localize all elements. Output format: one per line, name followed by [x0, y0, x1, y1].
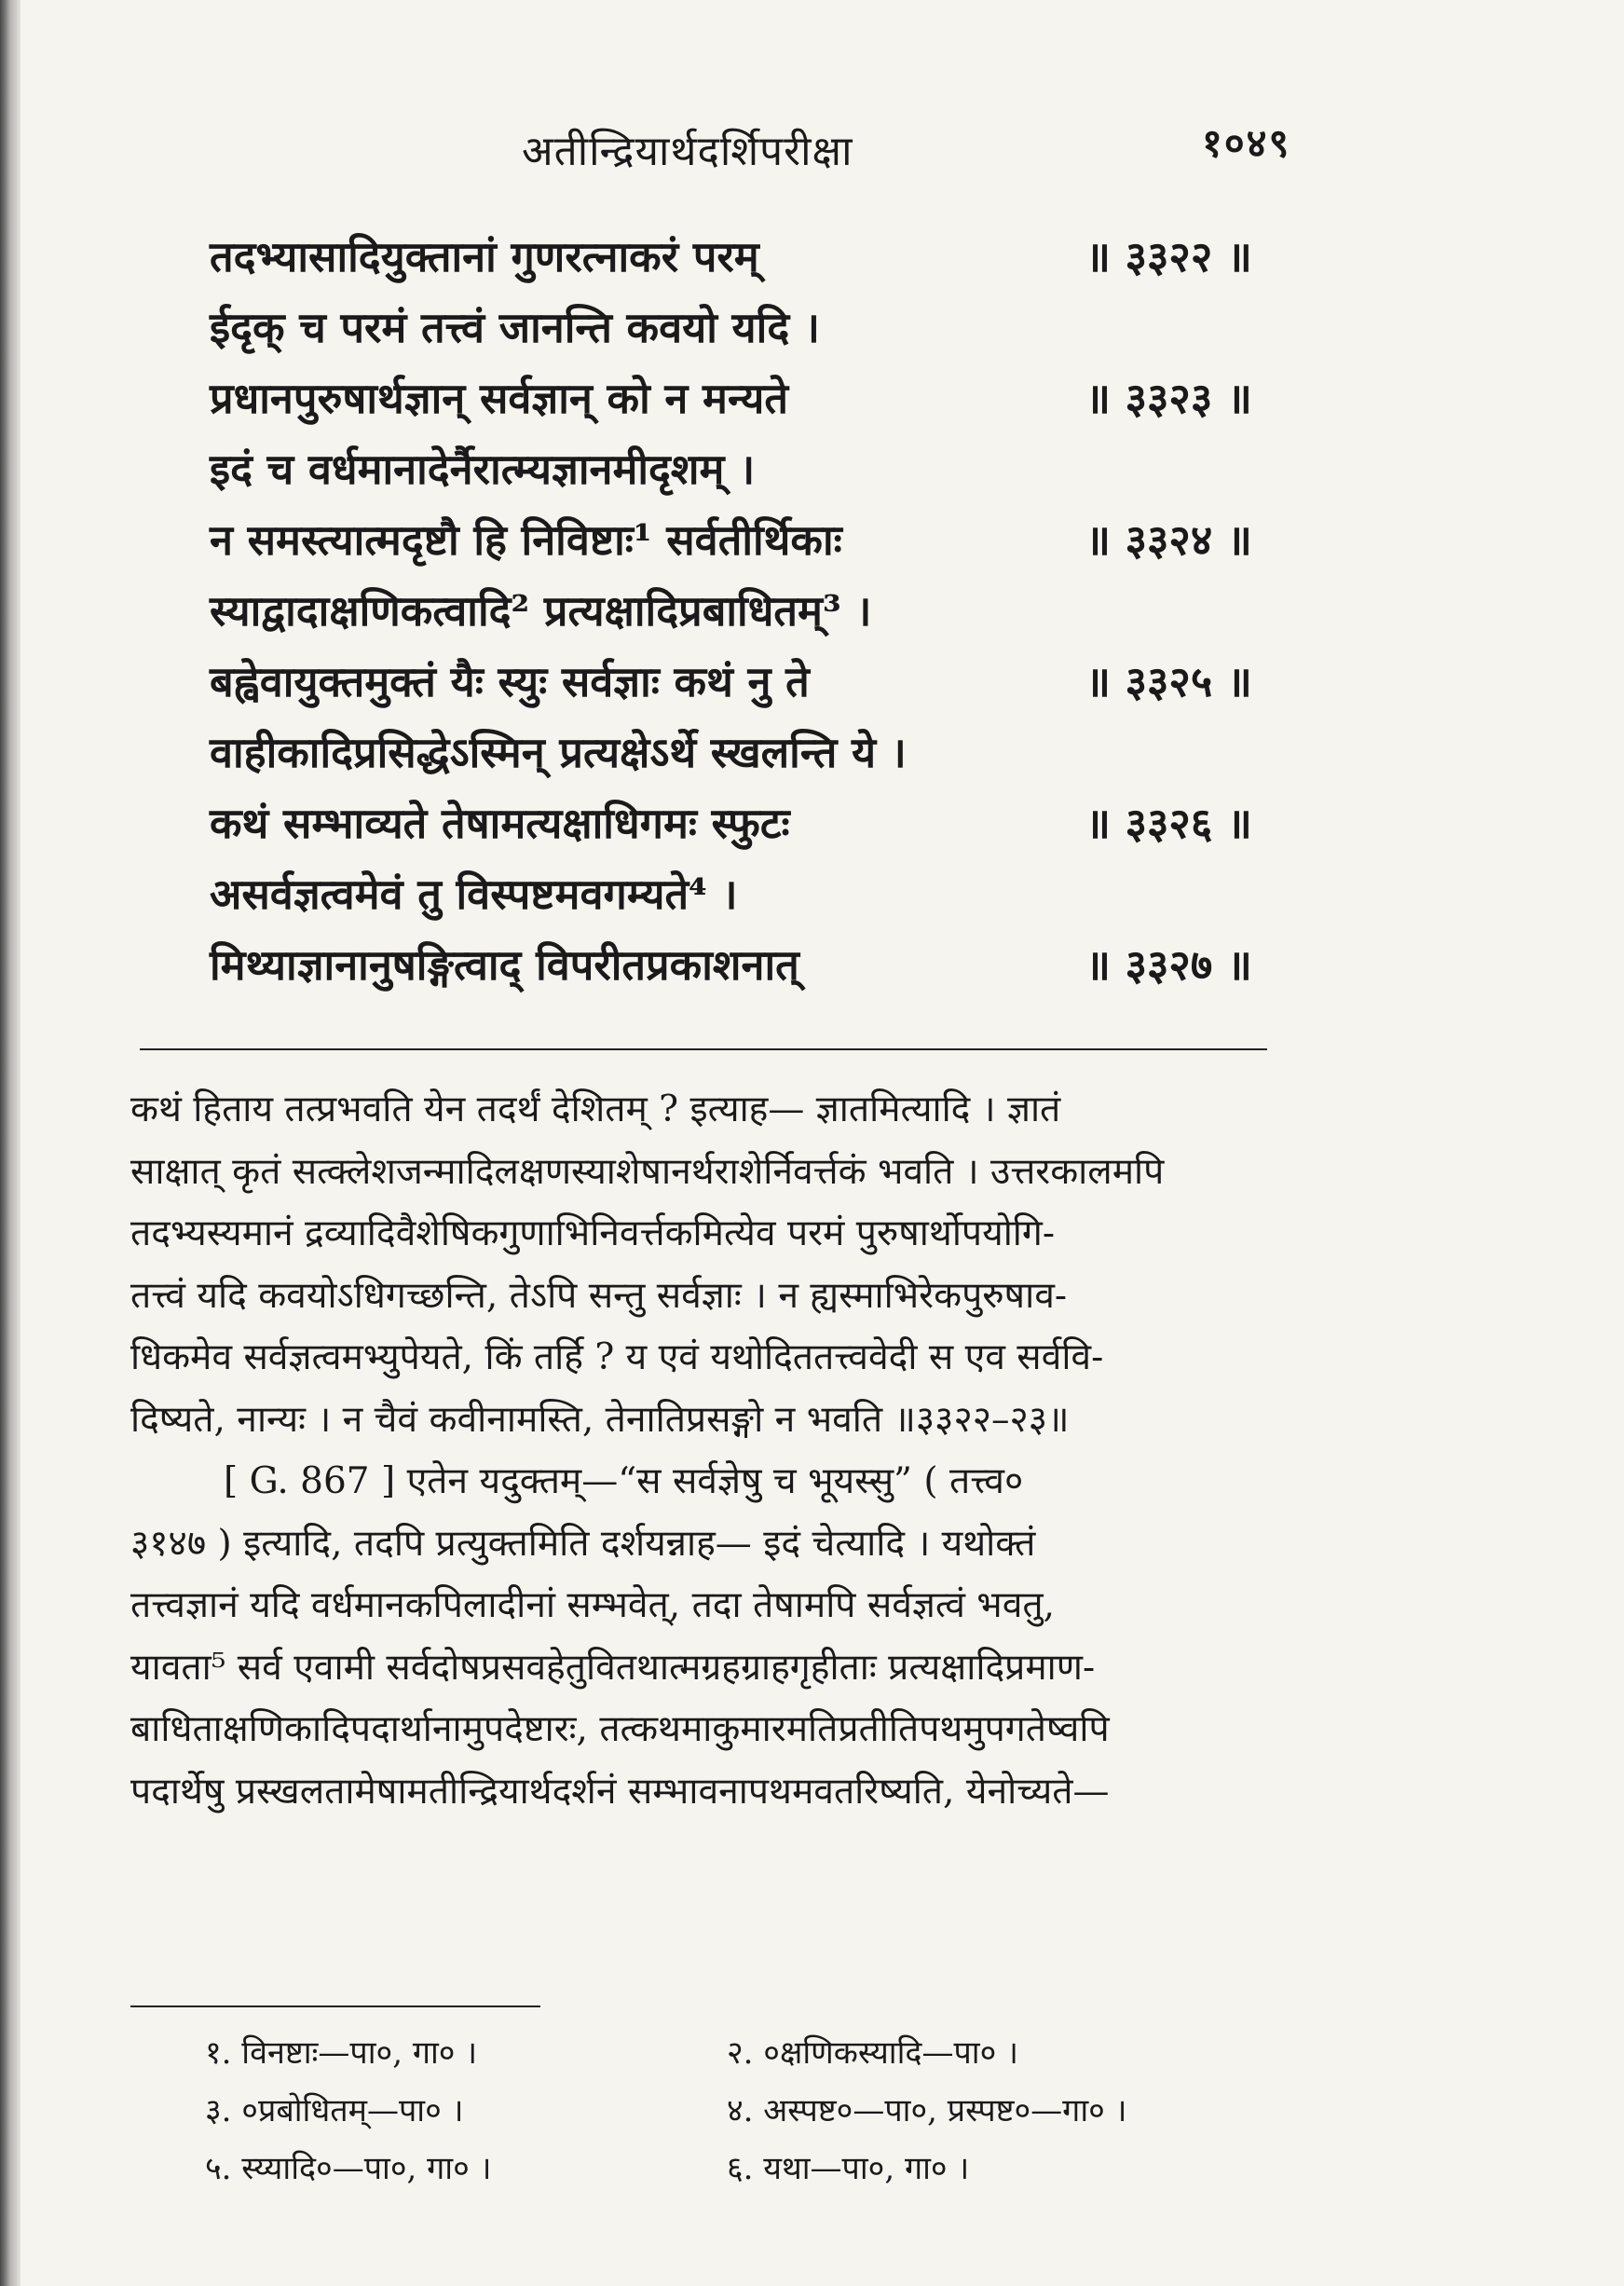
verse-text: वाहीकादिप्रसिद्धेऽस्मिन् प्रत्यक्षेऽर्थे स्खलन्ति ये ।: [210, 728, 907, 777]
verse-text: बह्वेवायुक्तमुक्तं यैः स्युः सर्वज्ञाः कथं नु ते: [210, 657, 810, 706]
verse-line: [210, 718, 1290, 788]
footnote: ४. अस्पष्ट०—पा०, प्रस्पष्ट०—गा० ।: [727, 2092, 1127, 2129]
section-divider: [140, 1048, 1267, 1050]
footnotes: [205, 2024, 1276, 2197]
verse-line: [210, 647, 1290, 718]
verse-number: ॥ ३३२४ ॥: [1085, 515, 1252, 565]
commentary-line: बाधिताक्षणिकादिपदार्थानामुपदेष्टारः, तत्कथमाकुमारमतिप्रतीतिपथमुपगतेष्वपि: [130, 1708, 1110, 1750]
verse-line: [210, 293, 1290, 363]
verse-text: इदं च वर्धमानादेर्नैरात्म्यज्ञानमीदृशम् ।: [210, 445, 756, 494]
footnote: ५. स्य्यादि०—पा०, गा० ।: [205, 2150, 492, 2187]
commentary: [130, 1079, 1295, 1823]
verse-text: मिथ्याज्ञानानुषङ्गित्वाद् विपरीतप्रकाशनात्: [210, 940, 799, 990]
footnote-divider: [130, 2005, 540, 2007]
verse-block: [210, 222, 1290, 1001]
commentary-paragraph: [130, 1079, 1295, 1451]
verse-line: [210, 434, 1290, 505]
footnote: ६. यथा—पा०, गा० ।: [727, 2150, 970, 2187]
footnote: ३. ०प्रबोधितम्—पा० ।: [205, 2092, 464, 2129]
commentary-line: ३१४७ ) इत्यादि, तदपि प्रत्युक्तमिति दर्शयन्नाह— इदं चेत्यादि । यथोक्तं: [130, 1522, 1036, 1565]
commentary-line: पदार्थेषु प्रस्खलतामेषामतीन्द्रियार्थदर्शनं सम्भावनापथमवतरिष्यति, येनोच्यते—: [130, 1770, 1110, 1813]
verse-number: ॥ ३३२३ ॥: [1085, 374, 1252, 423]
verse-line: [210, 222, 1290, 293]
verse-text: न समस्त्यात्मदृष्टौ हि निविष्टाः¹ सर्वतीर्थिकाः: [210, 515, 842, 565]
verse-text: स्याद्वादाक्षणिकत्वादि² प्रत्यक्षादिप्रबाधितम्³ ।: [210, 586, 872, 636]
verse-number: ॥ ३३२२ ॥: [1085, 232, 1252, 281]
verse-number: ॥ ३३२७ ॥: [1085, 940, 1252, 990]
verse-line: [210, 859, 1290, 930]
verse-text: ईदृक् च परमं तत्त्वं जानन्ति कवयो यदि ।: [210, 303, 820, 352]
commentary-line: साक्षात् कृतं सत्क्लेशजन्मादिलक्षणस्याशेषानर्थराशेर्निवर्त्तकं भवति । उत्तरकालमपि: [130, 1150, 1165, 1193]
commentary-line: तत्त्वज्ञानं यदि वर्धमानकपिलादीनां सम्भवेत्, तदा तेषामपि सर्वज्ञत्वं भवतु,: [130, 1584, 1056, 1626]
commentary-line: यावता⁵ सर्व एवामी सर्वदोषप्रसवहेतुवितथात्मग्रहग्राहगृहीताः प्रत्यक्षादिप्रमाण-: [130, 1646, 1096, 1689]
verse-text: असर्वज्ञत्वमेवं तु विस्पष्टमवगम्यते⁴ ।: [210, 869, 738, 919]
binding-edge: [0, 0, 20, 2286]
verse-text: प्रधानपुरुषार्थज्ञान् सर्वज्ञान् को न मन्यते: [210, 374, 788, 423]
verse-text: कथं सम्भाव्यते तेषामत्यक्षाधिगमः स्फुटः: [210, 799, 790, 848]
verse-text: तदभ्यासादियुक्तानां गुणरत्नाकरं परम्: [210, 232, 759, 281]
verse-number: ॥ ३३२५ ॥: [1085, 657, 1252, 706]
verse-line: [210, 505, 1290, 576]
commentary-line: तदभ्यस्यमानं द्रव्यादिवैशेषिकगुणाभिनिवर्त्तकमित्येव परमं पुरुषार्थोपयोगि-: [130, 1212, 1056, 1254]
verse-line: [210, 930, 1290, 1001]
verse-line: [210, 363, 1290, 434]
running-title: अतीन्द्रियार्थदर्शिपरीक्षा: [522, 128, 853, 175]
page-header: [0, 112, 1624, 196]
commentary-paragraph: [130, 1451, 1295, 1823]
footnote: २. ०क्षणिकस्यादि—पा० ।: [727, 2034, 1018, 2072]
commentary-line: कथं हिताय तत्प्रभवति येन तदर्थं देशितम् ? इत्याह— ज्ञातमित्यादि । ज्ञातं: [130, 1088, 1061, 1130]
footnote-row: [205, 2082, 1276, 2140]
footnote-row: [205, 2140, 1276, 2197]
commentary-line: दिष्यते, नान्यः । न चैवं कवीनामस्ति, तेनातिप्रसङ्गो न भवति ॥३३२२–२३॥: [130, 1398, 1070, 1441]
commentary-line: धिकमेव सर्वज्ञत्वमभ्युपेयते, किं तर्हि ? य एवं यथोदिततत्त्ववेदी स एव सर्ववि-: [130, 1336, 1104, 1378]
commentary-line: तत्त्वं यदि कवयोऽधिगच्छन्ति, तेऽपि सन्तु सर्वज्ञाः । न ह्यस्माभिरेकपुरुषाव-: [130, 1274, 1068, 1317]
verse-number: ॥ ३३२६ ॥: [1085, 799, 1252, 848]
verse-line: [210, 576, 1290, 647]
commentary-line: [ G. 867 ] एतेन यदुक्तम्—“स सर्वज्ञेषु च भूयस्सु” ( तत्त्व०: [224, 1460, 1024, 1502]
footnote-row: [205, 2024, 1276, 2082]
footnote: १. विनष्टाः—पा०, गा० ।: [205, 2034, 478, 2072]
verse-line: [210, 788, 1290, 859]
page-number: १०४९: [1202, 120, 1291, 166]
